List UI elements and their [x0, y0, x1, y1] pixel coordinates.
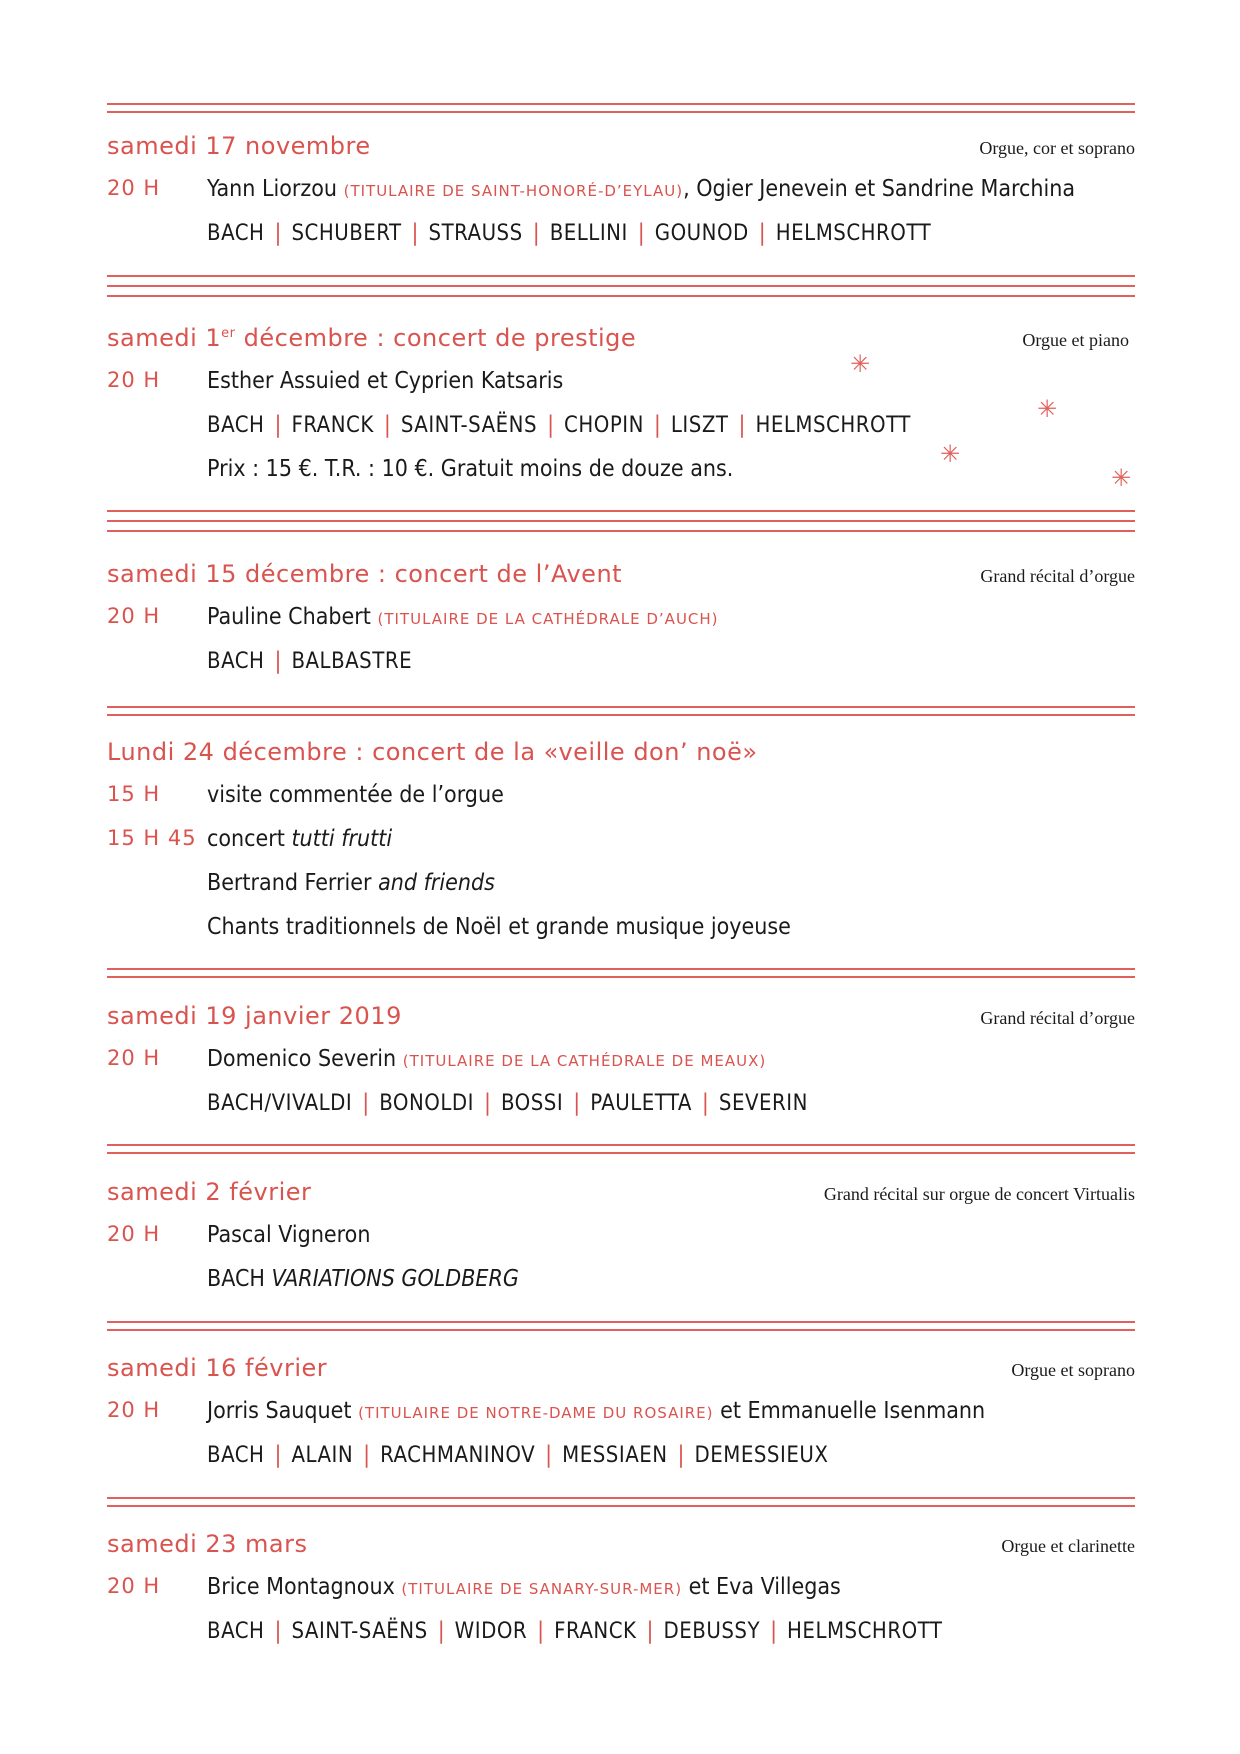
event-time: 20 H [107, 1046, 161, 1070]
composer-name: SEVERIN [718, 1091, 808, 1116]
composer-separator: | [758, 220, 766, 246]
event-time: 20 H [107, 1398, 161, 1422]
event-date: samedi 15 décembre : concert de l’Avent [107, 560, 623, 588]
program-work: BACH VARIATIONS GOLDBERG [207, 1266, 519, 1292]
event-date: samedi 16 février [107, 1354, 328, 1382]
event-activity: concert tutti frutti [207, 826, 393, 852]
composer-list [207, 648, 412, 674]
composer-name: RACHMANINOV [380, 1443, 536, 1468]
event-genre: Orgue et piano [1022, 330, 1129, 350]
composer-separator: | [274, 1442, 282, 1468]
composer-list [207, 1442, 828, 1468]
composer-separator: | [573, 1090, 581, 1116]
event-time: 20 H [107, 1222, 161, 1246]
divider [107, 706, 1135, 716]
composer-separator: | [532, 220, 540, 246]
composer-separator: | [677, 1442, 685, 1468]
composer-name: GOUNOD [654, 221, 749, 246]
divider [107, 510, 1135, 532]
composer-list [207, 220, 931, 246]
composer-name: BELLINI [549, 221, 628, 246]
event-performers: Pauline Chabert (TITULAIRE DE LA CATHÉDRALE D’AUCH) [207, 604, 719, 630]
composer-separator: | [547, 412, 555, 438]
composer-name: BACH [207, 1619, 265, 1644]
event-genre: Grand récital d’orgue [980, 1008, 1135, 1028]
composer-name: FRANCK [291, 413, 374, 438]
composer-name: CHOPIN [564, 413, 644, 438]
divider [107, 275, 1135, 297]
composer-name: DEMESSIEUX [694, 1443, 829, 1468]
composer-name: HELMSCHROTT [787, 1619, 943, 1644]
composer-name: SAINT-SAËNS [400, 413, 538, 438]
composer-name: DEBUSSY [663, 1619, 761, 1644]
composer-name: BOSSI [500, 1091, 564, 1116]
event-time: 20 H [107, 604, 161, 628]
event-genre: Orgue et clarinette [1001, 1536, 1135, 1556]
composer-name: FRANCK [554, 1619, 637, 1644]
event-date: Lundi 24 décembre : concert de la «veille don’ noë» [107, 738, 758, 766]
event-performers: Bertrand Ferrier and friends [207, 870, 495, 896]
composer-name: WIDOR [454, 1619, 528, 1644]
event-time: 20 H [107, 1574, 161, 1598]
event-date: samedi 1er décembre : concert de prestige [107, 324, 637, 352]
event-date: samedi 2 février [107, 1178, 312, 1206]
event-genre: Grand récital d’orgue [980, 566, 1135, 586]
event-date: samedi 19 janvier 2019 [107, 1002, 402, 1030]
event-performers: Esther Assuied et Cyprien Katsaris [207, 368, 564, 394]
event-performers: Jorris Sauquet (TITULAIRE DE NOTRE-DAME DU ROSAIRE) et Emmanuelle Isenmann [207, 1398, 986, 1424]
star-decoration-icon: ✳ [850, 350, 871, 378]
event-performers: Domenico Severin (TITULAIRE DE LA CATHÉDRALE DE MEAUX) [207, 1046, 767, 1072]
event-description: Chants traditionnels de Noël et grande musique joyeuse [207, 914, 791, 940]
composer-name: BACH [207, 649, 265, 674]
composer-separator: | [411, 220, 419, 246]
divider [107, 1321, 1135, 1331]
composer-separator: | [483, 1090, 491, 1116]
composer-name: PAULETTA [590, 1091, 692, 1116]
composer-separator: | [545, 1442, 553, 1468]
composer-name: HELMSCHROTT [775, 221, 932, 246]
composer-name: SAINT-SAËNS [291, 1619, 428, 1644]
event-date: samedi 23 mars [107, 1530, 308, 1558]
composer-separator: | [383, 412, 391, 438]
composer-name: BALBASTRE [291, 649, 413, 674]
composer-name: STRAUSS [428, 221, 523, 246]
composer-list [207, 1618, 942, 1644]
composer-name: LISZT [670, 413, 729, 438]
composer-separator: | [646, 1618, 654, 1644]
star-decoration-icon: ✳ [940, 440, 961, 468]
composer-separator: | [362, 1090, 370, 1116]
composer-separator: | [738, 412, 746, 438]
composer-separator: | [274, 648, 282, 674]
event-date: samedi 17 novembre [107, 132, 371, 160]
event-time: 15 H [107, 782, 161, 806]
event-time: 15 H 45 [107, 826, 197, 850]
composer-separator: | [653, 412, 661, 438]
event-genre: Orgue et soprano [1011, 1360, 1135, 1380]
composer-name: SCHUBERT [291, 221, 402, 246]
composer-separator: | [274, 1618, 282, 1644]
event-genre: Grand récital sur orgue de concert Virtualis [823, 1184, 1135, 1204]
composer-name: BONOLDI [379, 1091, 474, 1116]
composer-list [207, 412, 911, 438]
composer-name: BACH [207, 1443, 265, 1468]
composer-separator: | [770, 1618, 778, 1644]
composer-separator: | [701, 1090, 709, 1116]
composer-separator: | [363, 1442, 371, 1468]
composer-name: BACH/VIVALDI [207, 1091, 353, 1116]
composer-separator: | [637, 220, 645, 246]
composer-separator: | [274, 220, 282, 246]
composer-name: ALAIN [291, 1443, 354, 1468]
composer-name: MESSIAEN [562, 1443, 668, 1468]
composer-separator: | [437, 1618, 445, 1644]
event-performers: Yann Liorzou (TITULAIRE DE SAINT-HONORÉ-D’EYLAU), Ogier Jenevein et Sandrine Marchina [207, 176, 1076, 202]
top-rule [107, 103, 1135, 113]
event-performers: Brice Montagnoux (TITULAIRE DE SANARY-SUR-MER) et Eva Villegas [207, 1574, 841, 1600]
price-info: Prix : 15 €. T.R. : 10 €. Gratuit moins de douze ans. [207, 456, 734, 482]
composer-list [207, 1090, 808, 1116]
divider [107, 1497, 1135, 1507]
divider [107, 968, 1135, 978]
event-genre: Orgue, cor et soprano [979, 138, 1135, 158]
divider [107, 1144, 1135, 1154]
composer-name: BACH [207, 413, 265, 438]
composer-separator: | [274, 412, 282, 438]
composer-name: HELMSCHROTT [755, 413, 911, 438]
star-decoration-icon: ✳ [1111, 464, 1132, 492]
event-time: 20 H [107, 368, 161, 392]
star-decoration-icon: ✳ [1037, 395, 1058, 423]
composer-separator: | [537, 1618, 545, 1644]
event-time: 20 H [107, 176, 161, 200]
event-activity: visite commentée de l’orgue [207, 782, 504, 808]
event-performers: Pascal Vigneron [207, 1222, 371, 1248]
composer-name: BACH [207, 221, 265, 246]
